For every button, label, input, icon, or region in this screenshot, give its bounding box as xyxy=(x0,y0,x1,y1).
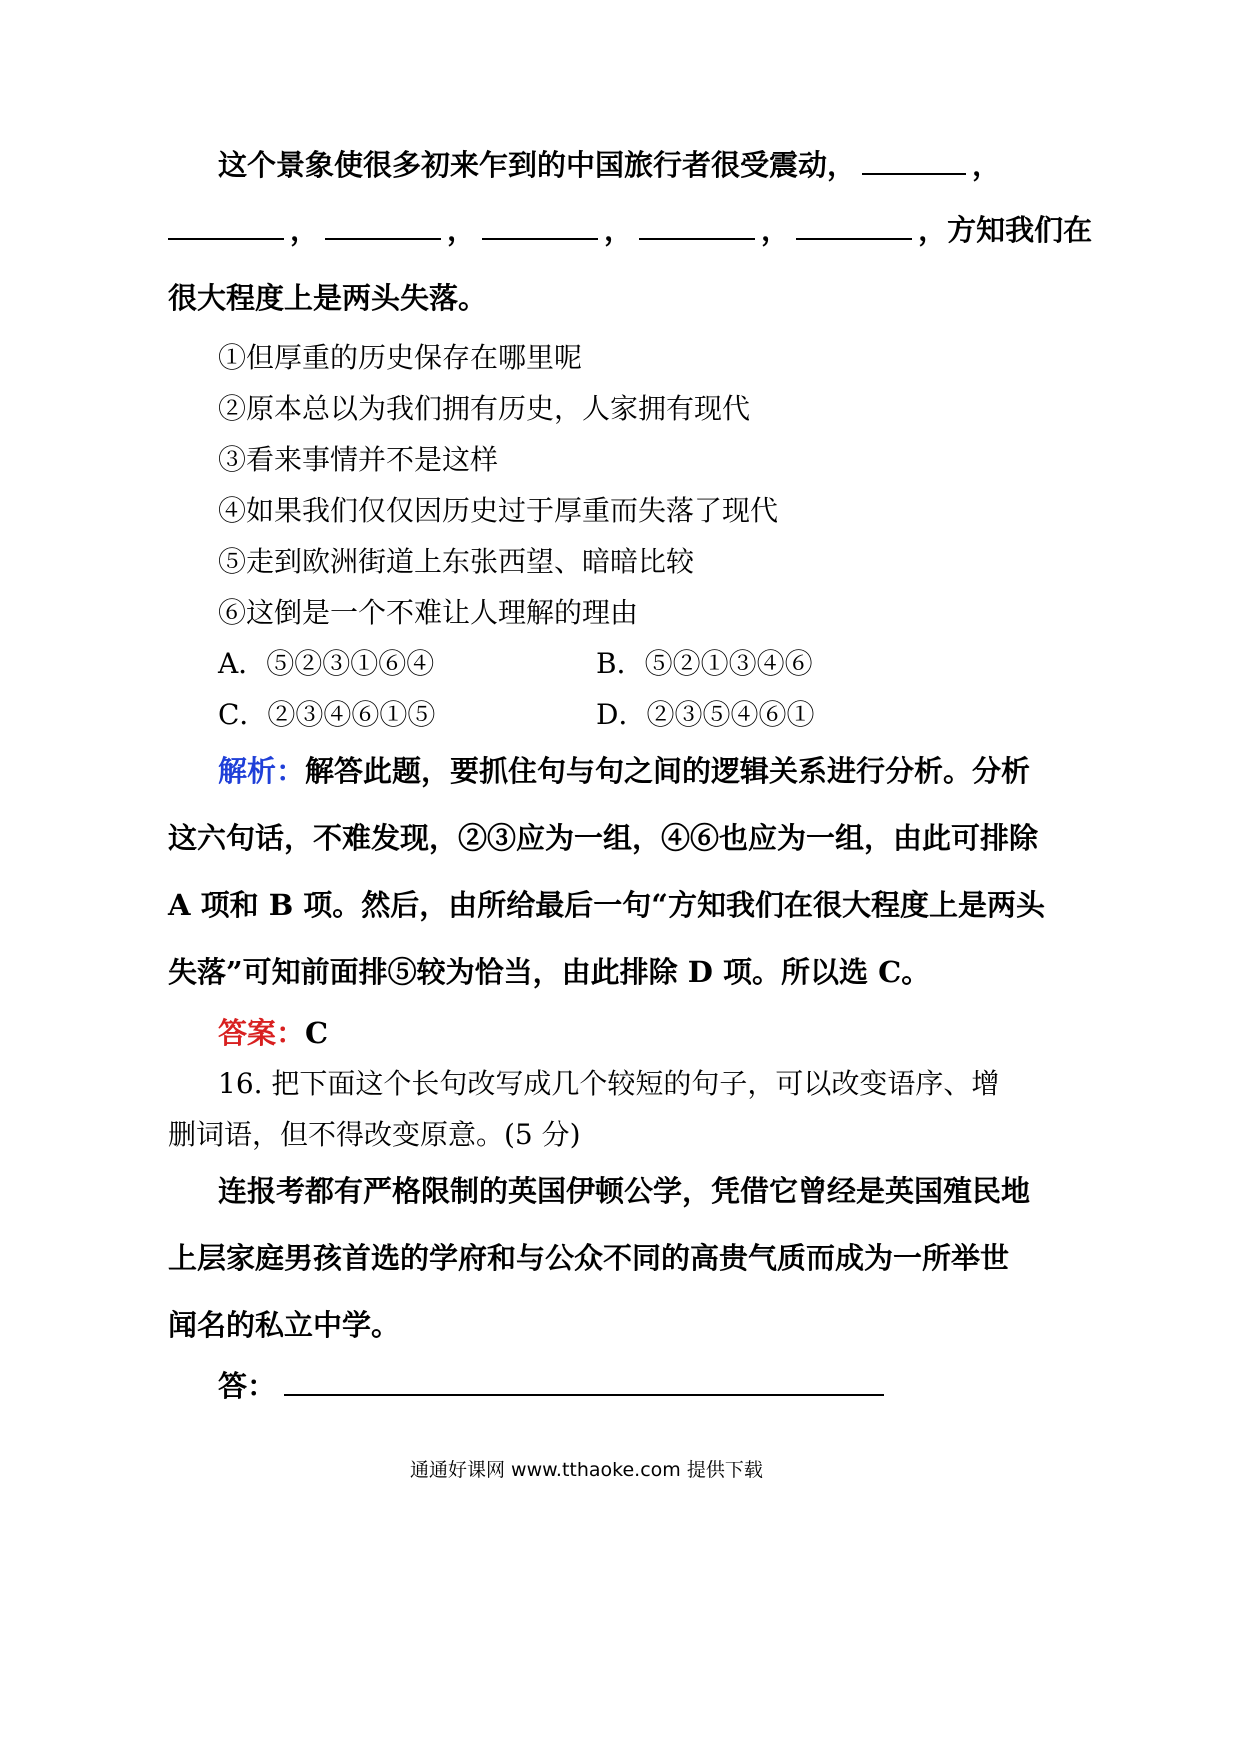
option-2: ②原本总以为我们拥有历史，人家拥有现代 xyxy=(218,392,751,425)
option-1: ①但厚重的历史保存在哪里呢 xyxy=(218,341,583,374)
question-16-line-1: 16. 把下面这个长句改写成几个较短的句子，可以改变语序、增 xyxy=(218,1067,1000,1100)
option-3: ③看来事情并不是这样 xyxy=(218,443,499,476)
fill-blank[interactable] xyxy=(862,153,966,175)
blank-separator: ， xyxy=(447,213,477,247)
fill-blank[interactable] xyxy=(639,218,755,240)
blank-separator: ， xyxy=(290,213,320,247)
option-6: ⑥这倒是一个不难让人理解的理由 xyxy=(218,596,639,629)
analysis-line-1 xyxy=(218,749,1030,790)
option-5: ⑤走到欧洲街道上东张西望、暗暗比较 xyxy=(218,545,695,578)
question-16-line-2: 删词语，但不得改变原意。(5 分) xyxy=(168,1118,581,1151)
question-16-sentence-1: 连报考都有严格限制的英国伊顿公学，凭借它曾经是英国殖民地 xyxy=(218,1174,1031,1208)
fill-blank[interactable] xyxy=(168,218,284,240)
blank-separator: ， xyxy=(604,213,634,247)
analysis-line-3: A 项和 B 项。然后，由所给最后一句“方知我们在很大程度上是两头 xyxy=(168,888,1045,922)
fill-blank[interactable] xyxy=(325,218,441,240)
answer-value: C xyxy=(305,1016,329,1050)
analysis-line-4: 失落”可知前面排⑤较为恰当，由此排除 D 项。所以选 C。 xyxy=(168,955,931,989)
fill-blank[interactable] xyxy=(482,218,598,240)
question-16-answer xyxy=(218,1364,884,1405)
answer-prompt-label: 答： xyxy=(218,1369,277,1403)
answer-label: 答案： xyxy=(218,1016,306,1050)
choice-c[interactable]: C．②③④⑥①⑤ xyxy=(218,698,436,731)
choice-a[interactable]: A．⑤②③①⑥④ xyxy=(218,647,435,680)
passage-line-2-text: ，方知我们在 xyxy=(918,213,1093,247)
question-16-sentence-2: 上层家庭男孩首选的学府和与公众不同的高贵气质而成为一所举世 xyxy=(168,1241,1010,1275)
analysis-line-1-text: 解答此题，要抓住句与句之间的逻辑关系进行分析。分析 xyxy=(305,754,1031,788)
passage-line-3: 很大程度上是两头失落。 xyxy=(168,281,488,315)
answer-write-line[interactable] xyxy=(284,1372,884,1396)
analysis-line-2: 这六句话，不难发现，②③应为一组，④⑥也应为一组，由此可排除 xyxy=(168,821,1039,855)
analysis-label: 解析： xyxy=(218,754,306,788)
passage-line-1-tail: ， xyxy=(972,148,1002,182)
question-16-sentence-3: 闻名的私立中学。 xyxy=(168,1308,401,1342)
choice-d[interactable]: D．②③⑤④⑥① xyxy=(596,698,815,731)
fill-blank[interactable] xyxy=(796,218,912,240)
passage-line-2 xyxy=(168,208,1092,249)
footer-text: 通通好课网 www.tthaoke.com 提供下载 xyxy=(410,1459,763,1481)
option-4: ④如果我们仅仅因历史过于厚重而失落了现代 xyxy=(218,494,779,527)
passage-line-1 xyxy=(218,143,1001,184)
passage-line-1-text: 这个景象使很多初来乍到的中国旅行者很受震动， xyxy=(218,148,857,182)
answer-line xyxy=(218,1011,328,1052)
choice-b[interactable]: B．⑤②①③④⑥ xyxy=(596,647,813,680)
blank-separator: ， xyxy=(761,213,791,247)
